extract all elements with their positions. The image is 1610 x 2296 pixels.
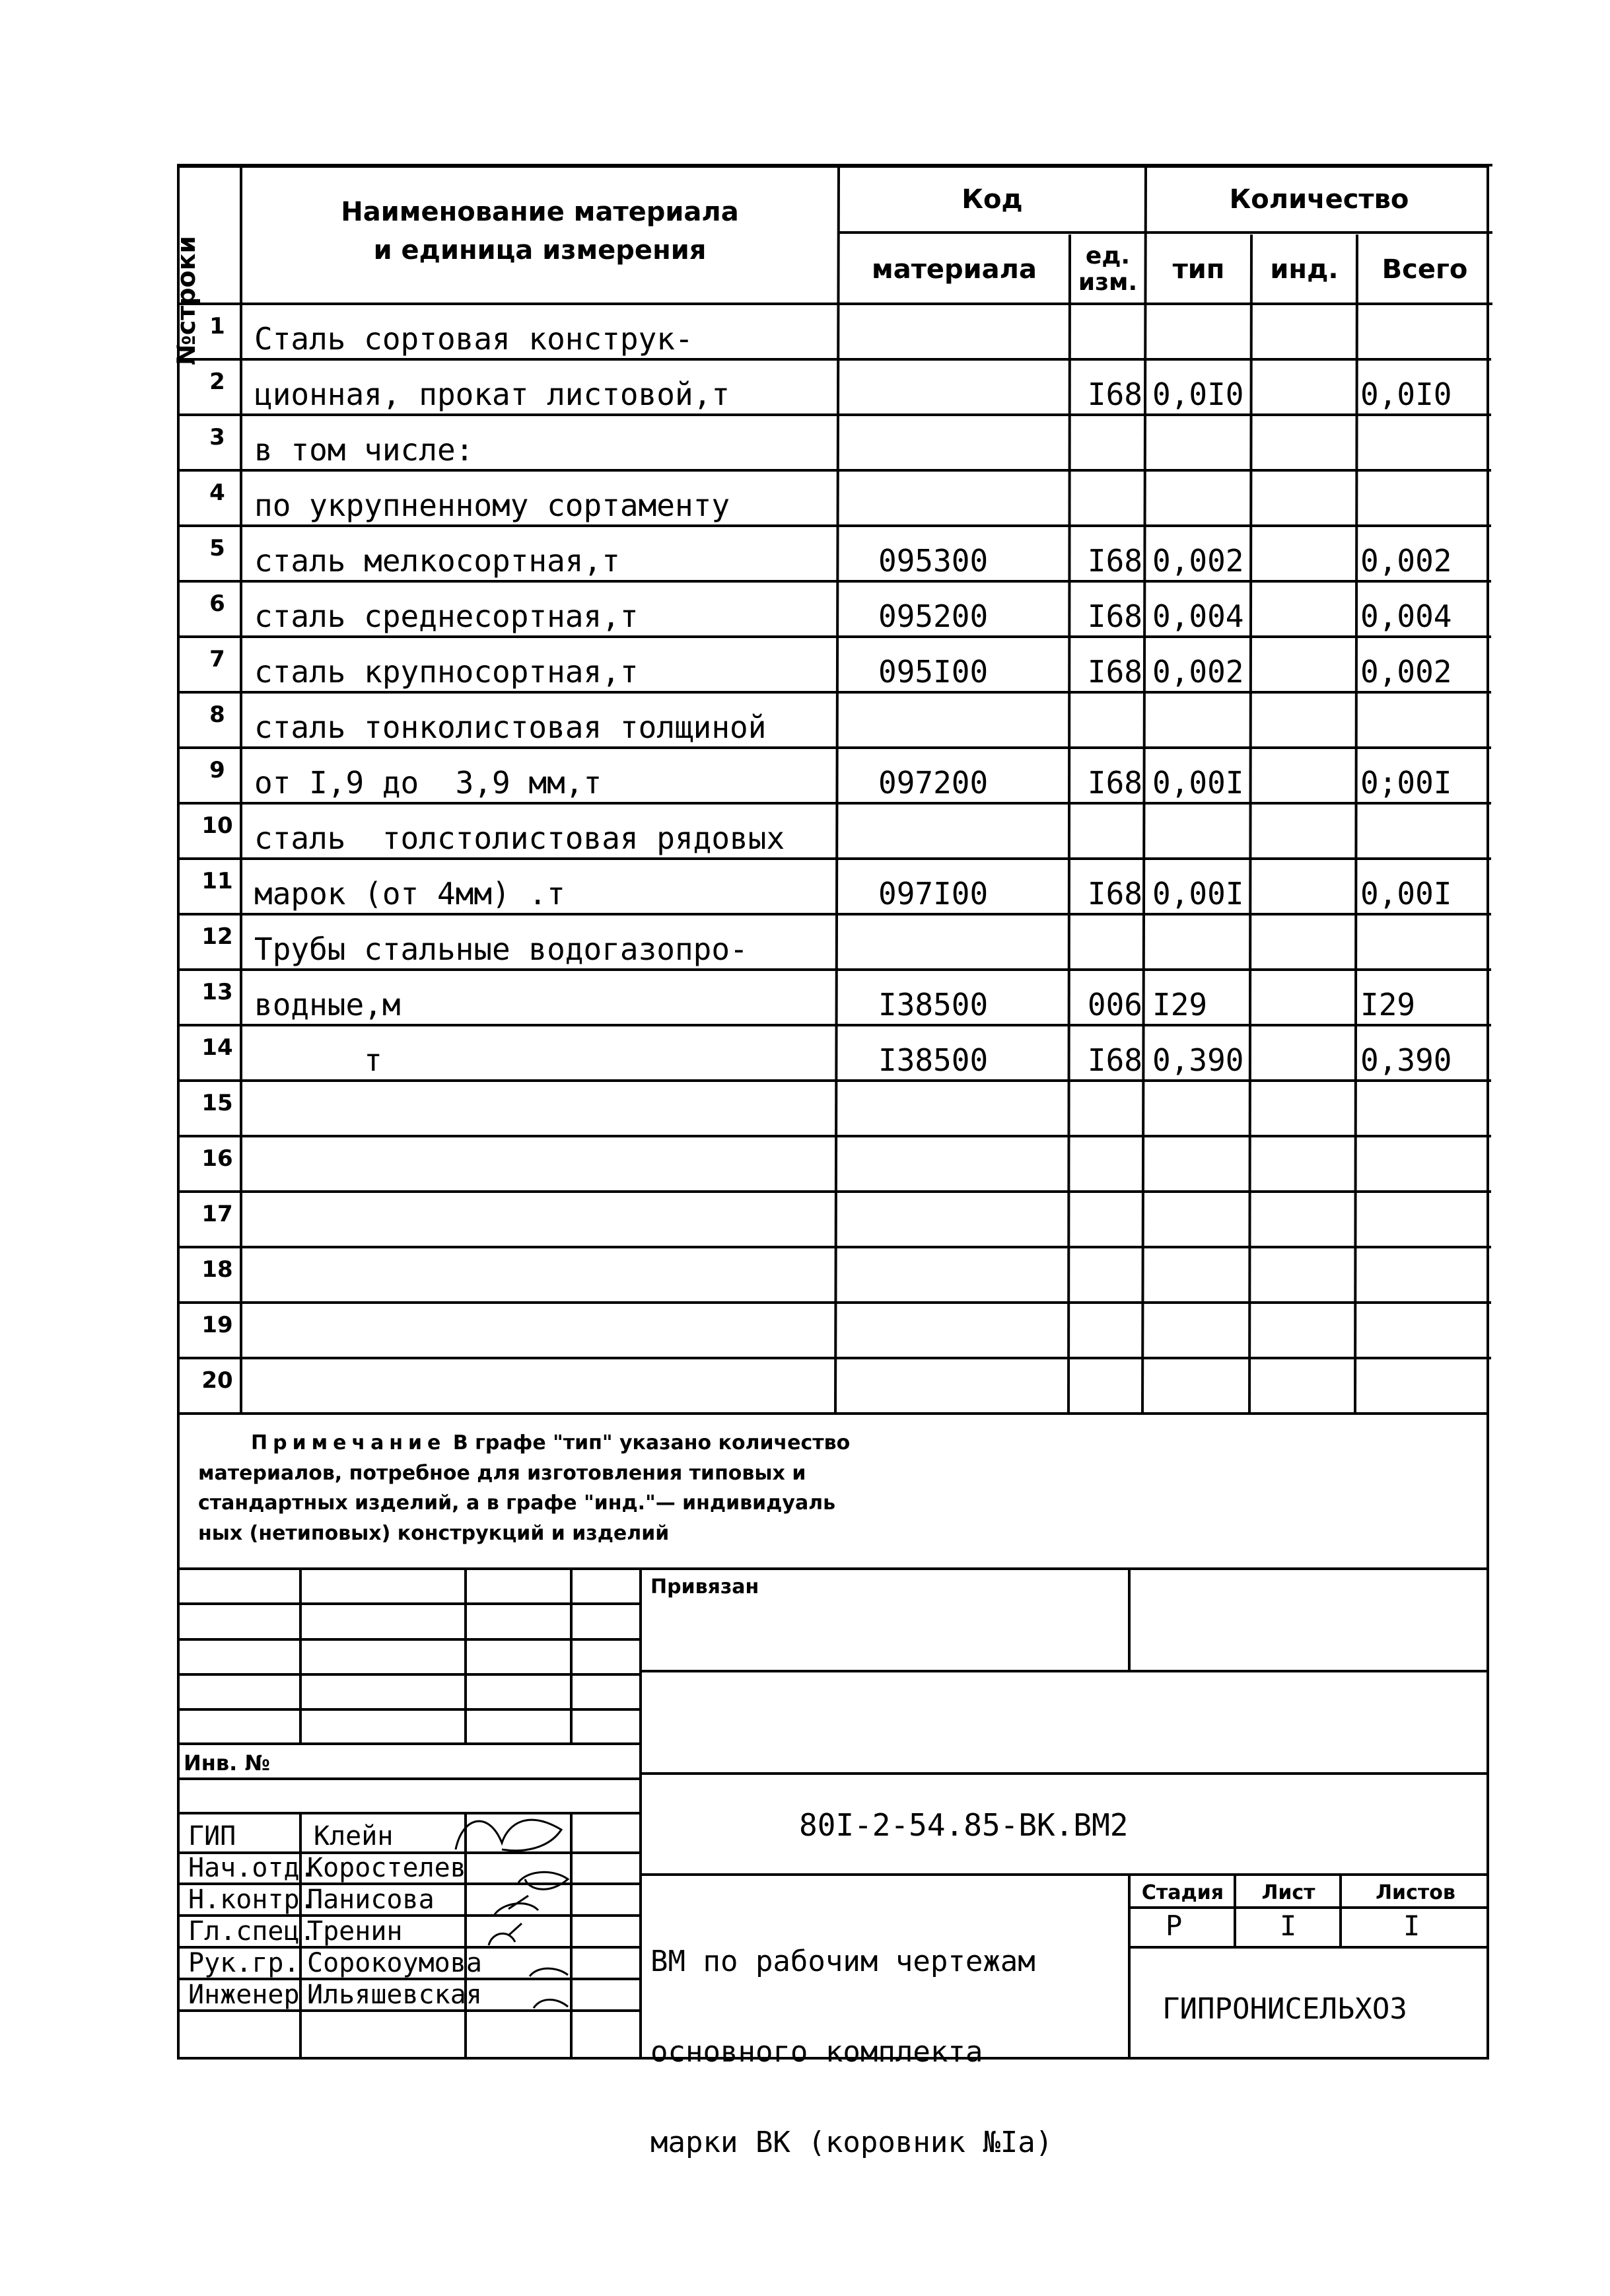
document-code: 80I-2-54.85-ВК.ВМ2 [799, 1807, 1129, 1843]
unit-cell: I68 [1087, 657, 1142, 687]
material-name-cell: ционная, прокат листовой,т [254, 377, 730, 412]
total-cell: 0,390 [1360, 1045, 1452, 1075]
row-number: 9 [209, 757, 225, 783]
signature-role: Гл.спец. [188, 1916, 316, 1947]
material-name-cell: сталь крупносортная,т [254, 654, 639, 690]
unit-cell: I68 [1087, 379, 1142, 410]
total-cell: 0,0I0 [1360, 379, 1452, 410]
stage-value: Р [1166, 1910, 1183, 1942]
signature-name: Ильяшевская [307, 1980, 482, 2010]
qty-type-header: тип [1172, 254, 1225, 285]
signature-name: Коростелев [307, 1853, 466, 1883]
code-cell: 095I00 [878, 657, 989, 687]
signature-role: Н.контр. [188, 1884, 316, 1915]
total-cell: 0,004 [1360, 601, 1452, 631]
unit-cell: 006 [1087, 989, 1142, 1020]
note-title: Примечание [251, 1431, 446, 1454]
privyazan-label: Привязан [650, 1575, 759, 1598]
row-number: 4 [209, 480, 225, 506]
total-cell: 0,002 [1360, 546, 1452, 576]
description-line-3: марки ВК (коровник №Iа) [650, 2126, 1053, 2159]
row-number: 7 [209, 646, 225, 672]
row-number: 15 [201, 1090, 233, 1116]
type-cell: 0,00I [1152, 879, 1244, 909]
row-number: 8 [209, 701, 225, 728]
total-cell: 0,002 [1360, 657, 1452, 687]
note-line4: ных (нетиповых) конструкций и изделий [198, 1521, 670, 1545]
note [198, 1428, 1321, 1548]
type-cell: 0,004 [1152, 601, 1244, 631]
sheet-label: Лист [1261, 1881, 1315, 1904]
material-name-cell: марок (от 4мм) .т [254, 876, 565, 912]
signature-name: Клейн [314, 1821, 394, 1851]
total-cell: 0,00I [1360, 879, 1452, 909]
code-cell: 095300 [878, 546, 989, 576]
material-name-header-line2: и единица измерения [373, 235, 707, 266]
note-line2: материалов, потребное для изготовления типовых и [198, 1461, 806, 1485]
type-cell: 0,002 [1152, 657, 1244, 687]
material-name-cell: от I,9 до 3,9 мм,т [254, 765, 602, 801]
unit-cell: I68 [1087, 1045, 1142, 1075]
material-name-cell: в том числе: [254, 432, 474, 468]
type-cell: 0,0I0 [1152, 379, 1244, 410]
row-number: 14 [201, 1034, 233, 1061]
row-number: 5 [209, 535, 225, 561]
row-number: 17 [201, 1201, 233, 1227]
signature-role: Инженер [188, 1980, 300, 2010]
note-line1: В графе "тип" указано количество [452, 1431, 851, 1454]
quantity-header: Количество [1229, 184, 1409, 215]
code-unit-header: ед. изм. [1078, 242, 1138, 296]
type-cell: 0,002 [1152, 546, 1244, 576]
code-material-header: материала [872, 254, 1037, 285]
organization-name: ГИПРОНИСЕЛЬХОЗ [1162, 1992, 1407, 2026]
material-name-header [241, 178, 839, 284]
material-name-cell: сталь тонколистовая толщиной [254, 709, 767, 745]
row-number: 18 [201, 1256, 233, 1283]
document-description [650, 1886, 1053, 2188]
code-cell: 097200 [878, 768, 989, 798]
row-number: 2 [209, 369, 225, 395]
qty-total-header: Всего [1382, 254, 1468, 285]
row-number: 6 [209, 591, 225, 617]
row-number: 1 [209, 313, 225, 340]
description-line-1: ВМ по рабочим чертежам [650, 1944, 1035, 1978]
material-name-cell: т [254, 1042, 382, 1078]
note-line3: стандартных изделий, а в графе "инд."— индивидуаль [198, 1491, 836, 1515]
row-number: 3 [209, 424, 225, 450]
signature-name: Сорокоумова [307, 1948, 482, 1978]
signature-role: Нач.отд. [188, 1853, 316, 1883]
inventory-number-label: Инв. № [184, 1750, 270, 1776]
code-cell: 097I00 [878, 879, 989, 909]
material-name-cell: сталь толстолистовая рядовых [254, 820, 785, 856]
row-number: 10 [201, 812, 233, 839]
material-name-cell: Трубы стальные водогазопро- [254, 931, 748, 967]
type-cell: I29 [1152, 989, 1208, 1020]
code-cell: 095200 [878, 601, 989, 631]
row-number: 20 [201, 1367, 233, 1394]
type-cell: 0,390 [1152, 1045, 1244, 1075]
unit-cell: I68 [1087, 546, 1142, 576]
material-name-cell: сталь мелкосортная,т [254, 543, 620, 579]
qty-ind-header: инд. [1270, 254, 1339, 285]
sheet-value: I [1280, 1910, 1297, 1942]
material-name-cell: Сталь сортовая конструк- [254, 321, 693, 357]
row-number: 16 [201, 1145, 233, 1172]
sheets-label: Листов [1376, 1881, 1455, 1904]
description-line-2: основного комплекта [650, 2034, 983, 2069]
code-header: Код [962, 184, 1023, 215]
row-number: 19 [201, 1312, 233, 1338]
signature-name: Тренин [307, 1916, 403, 1947]
stage-label: Стадия [1141, 1881, 1224, 1904]
total-cell: 0;00I [1360, 768, 1452, 798]
row-number: 13 [201, 979, 233, 1005]
code-cell: I38500 [878, 989, 989, 1020]
material-name-cell: водные,м [254, 987, 401, 1022]
signature-role: Рук.гр. [188, 1948, 300, 1978]
type-cell: 0,00I [1152, 768, 1244, 798]
material-name-cell: по укрупненному сортаменту [254, 487, 730, 523]
signature-role: ГИП [188, 1821, 236, 1851]
unit-cell: I68 [1087, 601, 1142, 631]
material-name-header-line1: Наименование материала [341, 197, 739, 227]
total-cell: I29 [1360, 989, 1416, 1020]
code-cell: I38500 [878, 1045, 989, 1075]
material-name-cell: сталь среднесортная,т [254, 598, 639, 634]
signature-name: Панисова [307, 1884, 435, 1915]
row-number: 12 [201, 923, 233, 950]
sheets-value: I [1403, 1910, 1420, 1942]
row-number: 11 [201, 868, 233, 894]
unit-cell: I68 [1087, 879, 1142, 909]
unit-cell: I68 [1087, 768, 1142, 798]
